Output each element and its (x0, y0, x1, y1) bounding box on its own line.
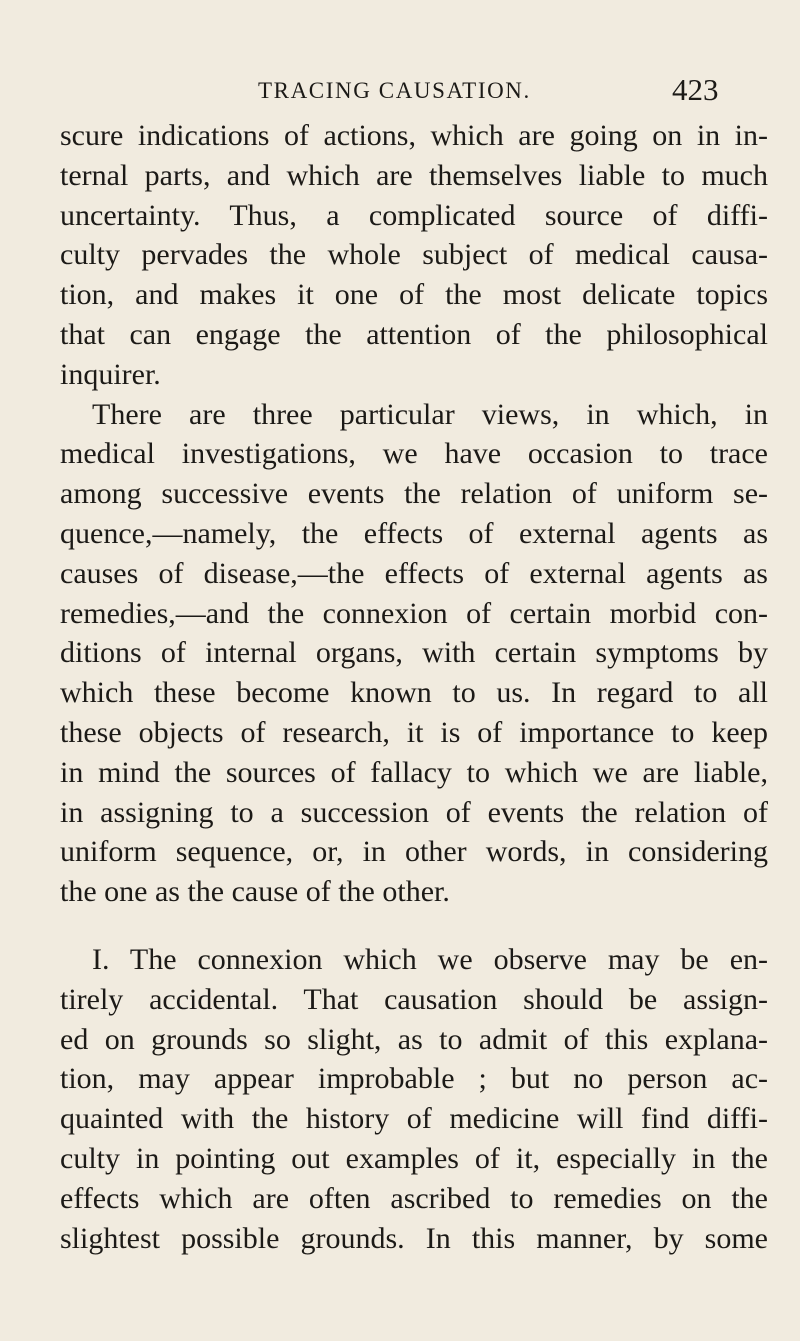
text-line: in mind the sources of fallacy to which we are liable, (60, 755, 768, 789)
text-line: remedies,—and the connexion of certain morbid con- (60, 596, 768, 630)
text-line: I. The connexion which we observe may be en- (92, 942, 768, 976)
text-line: ed on grounds so slight, as to admit of this explana- (60, 1022, 768, 1056)
running-title: TRACING CAUSATION. (258, 78, 531, 103)
paragraph-2 (60, 395, 768, 912)
text-line: ternal parts, and which are themselves liable to much (60, 158, 768, 192)
text-line: slightest possible grounds. In this manner, by some (60, 1221, 768, 1255)
text-line: ditions of internal organs, with certain symptoms by (60, 636, 768, 670)
text-line: effects which are often ascribed to remedies on the (60, 1181, 768, 1215)
text-line: quainted with the history of medicine will find diffi- (60, 1102, 768, 1136)
paragraph-gap (60, 912, 768, 940)
text-line: that can engage the attention of the philosophical (60, 317, 768, 351)
page-number: 423 (672, 72, 719, 107)
text-line: tion, and makes it one of the most delicate topics (60, 278, 768, 312)
paragraph-3 (60, 940, 768, 1258)
text-line: medical investigations, we have occasion to trace (60, 437, 768, 471)
text-line: culty in pointing out examples of it, especially in the (60, 1141, 768, 1175)
body-text (60, 116, 768, 1258)
text-line: tion, may appear improbable ; but no person ac- (60, 1062, 768, 1096)
text-line: inquirer. (60, 357, 161, 391)
paragraph-1 (60, 116, 768, 395)
page-header (0, 72, 800, 112)
text-line: There are three particular views, in which, in (92, 397, 768, 431)
text-line: quence,—namely, the effects of external agents as (60, 516, 768, 550)
text-line: uniform sequence, or, in other words, in considering (60, 835, 768, 869)
text-line: which these become known to us. In regard to all (60, 676, 768, 710)
text-line: among successive events the relation of uniform se- (60, 477, 768, 511)
text-line: tirely accidental. That causation should be assign- (60, 982, 768, 1016)
text-line: scure indications of actions, which are going on in in- (60, 119, 768, 152)
text-line: culty pervades the whole subject of medical causa- (60, 238, 768, 272)
text-line: uncertainty. Thus, a complicated source of diffi- (60, 198, 768, 232)
text-line: in assigning to a succession of events the relation of (60, 795, 768, 829)
text-line: these objects of research, it is of importance to keep (60, 715, 768, 749)
text-line: the one as the cause of the other. (60, 875, 450, 909)
text-line: causes of disease,—the effects of external agents as (60, 556, 768, 590)
